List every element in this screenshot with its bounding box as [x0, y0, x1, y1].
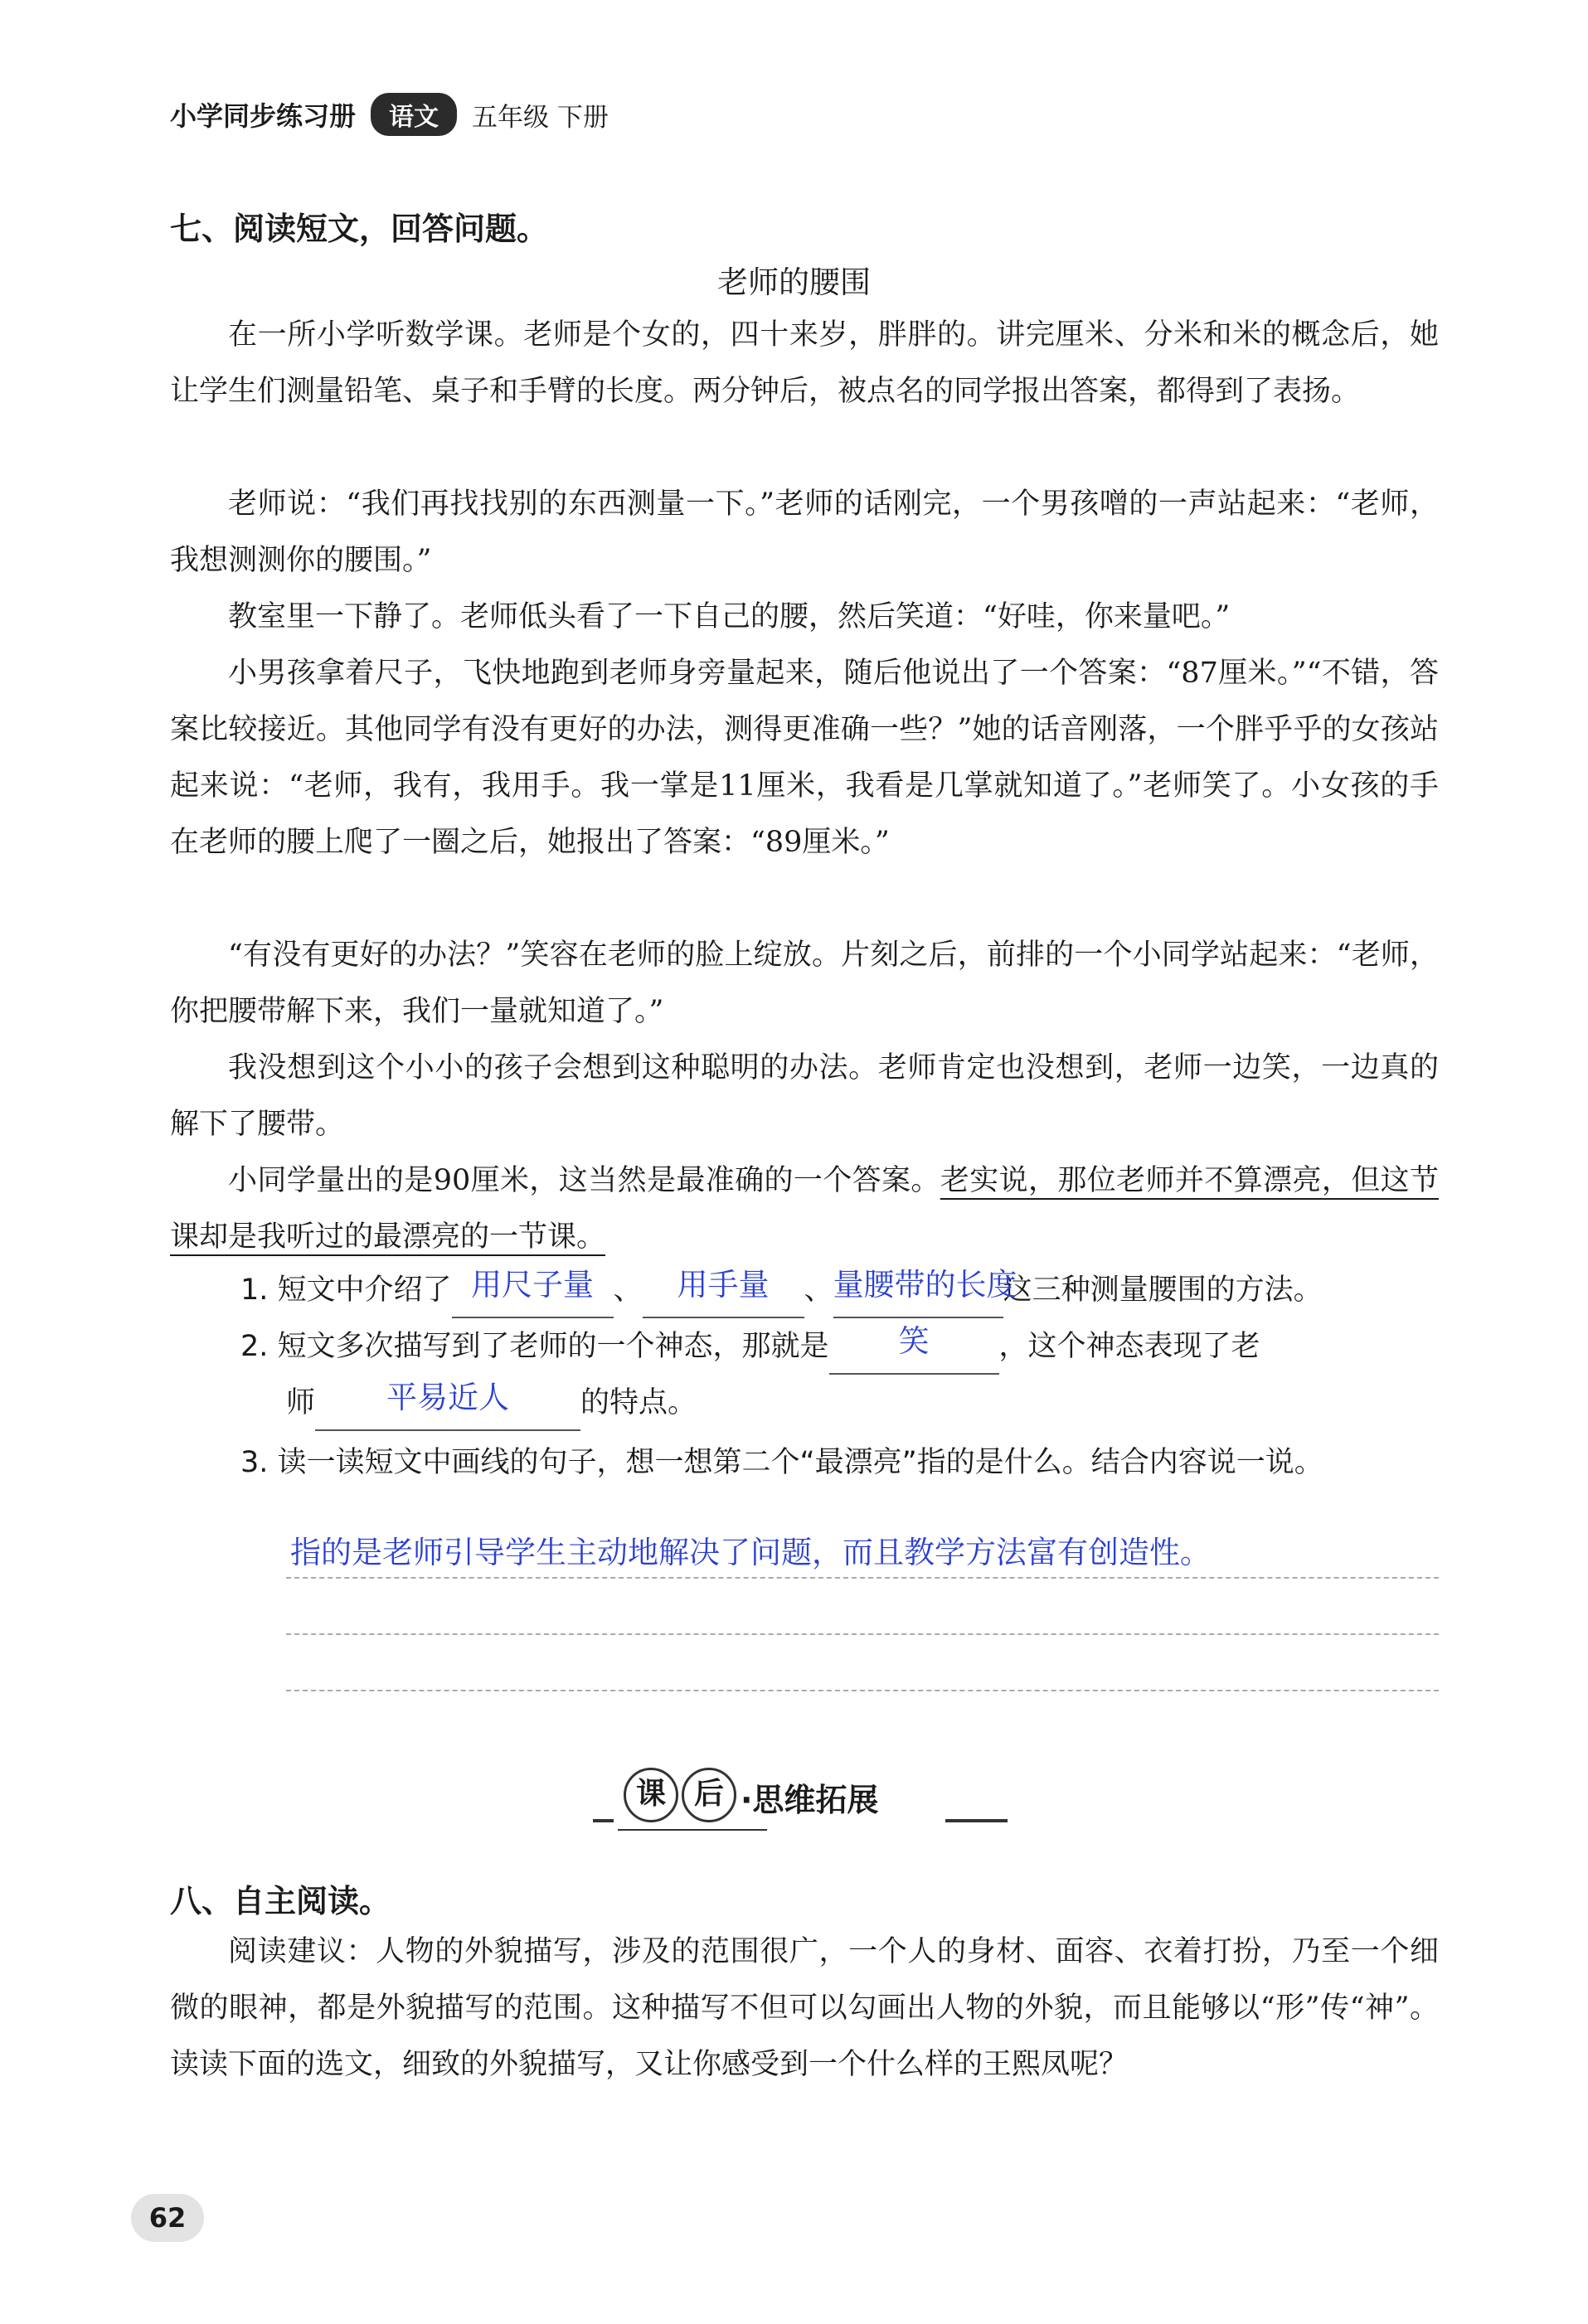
question-1	[240, 1262, 1443, 1318]
q2-suffix: 的特点。	[580, 1386, 697, 1419]
paragraph-7-text: 小同学量出的是90厘米，这当然是最准确的一个答案。	[228, 1164, 940, 1197]
question-3: 3. 读一读短文中画线的句子，想一想第二个“最漂亮”指的是什么。结合内容说一说。	[240, 1446, 1323, 1479]
section-banner	[0, 1756, 1588, 1831]
q1-answer-2: 用手量	[677, 1267, 770, 1303]
question-2-line-2	[286, 1375, 1488, 1431]
q3-answer: 指的是老师引导学生主动地解决了问题，而且教学方法富有创造性。	[290, 1535, 1211, 1570]
paragraph-7	[170, 1152, 1439, 1265]
banner-deco-left	[593, 1819, 614, 1822]
q1-suffix: 这三种测量腰围的方法。	[1003, 1274, 1323, 1307]
q1-answer-1: 用尺子量	[471, 1267, 595, 1303]
answer-line-3[interactable]	[286, 1690, 1439, 1691]
section-8-title: 八、自主阅读。	[170, 1883, 391, 1919]
answer-line-2[interactable]	[286, 1633, 1439, 1635]
page-header	[170, 90, 609, 139]
q1-blank-1[interactable]	[452, 1267, 614, 1318]
q2-answer-2: 平易近人	[386, 1380, 510, 1415]
q2-blank-2[interactable]	[315, 1380, 580, 1431]
banner-char-1: 课	[624, 1768, 678, 1822]
q2-prefix: 2. 短文多次描写到了老师的一个神态，那就是	[240, 1330, 829, 1363]
q1-sep-1: 、	[613, 1274, 643, 1307]
q1-answer-3: 量腰带的长度	[833, 1267, 1017, 1303]
book-series: 小学同步练习册	[170, 100, 357, 132]
banner-title: ·思维拓展	[741, 1782, 879, 1818]
q1-blank-2[interactable]	[643, 1267, 804, 1318]
page-number: 62	[131, 2194, 204, 2242]
q1-sep-2: 、	[804, 1274, 833, 1307]
paragraph-2: 老师说：“我们再找找别的东西测量一下。”老师的话刚完，一个男孩噌的一声站起来：“老师，我想测测你的腰围。”	[170, 488, 1439, 577]
grade-label: 五年级 下册	[472, 102, 609, 133]
paragraph-6: 我没想到这个小小的孩子会想到这种聪明的办法。老师肯定也没想到，老师一边笑，一边真的解下了腰带。	[170, 1051, 1439, 1141]
underlined-sentence: 老实说，那位老师并不算漂亮，但这节课却是我听过的最漂亮的一节课。	[170, 1164, 1439, 1254]
paragraph-4: 小男孩拿着尺子，飞快地跑到老师身旁量起来，随后他说出了一个答案：“87厘米。”“不错，答案比较接近。其他同学有没有更好的办法，测得更准确一些？”她的话音刚落，一个胖乎乎的女孩站起来说：“老师，我有，我用手。我一掌是11厘米，我看是几掌就知道了。”老师笑了。小女孩的手在老师的腰上爬了一圈之后，她报出了答案：“89厘米。”	[170, 657, 1439, 859]
subject-badge: 语文	[371, 93, 457, 136]
section-7-title: 七、阅读短文，回答问题。	[170, 211, 549, 247]
banner-char-2: 后	[682, 1768, 736, 1822]
q2-middle: ，这个神态表现了老	[998, 1330, 1260, 1363]
passage-title: 老师的腰围	[717, 264, 871, 300]
q2-answer-1: 笑	[898, 1323, 930, 1359]
q2-line2-prefix: 师	[286, 1386, 316, 1419]
banner-deco-left-2	[618, 1829, 767, 1831]
reading-suggestion: 阅读建议：人物的外貌描写，涉及的范围很广，一个人的身材、面容、衣着打扮，乃至一个细微的眼神，都是外貌描写的范围。这种描写不但可以勾画出人物的外貌，而且能够以“形”传“神”。读读下面的选文，细致的外貌描写，又让你感受到一个什么样的王熙凤呢？	[170, 1935, 1439, 2081]
banner-deco-right	[945, 1819, 1008, 1822]
answer-line-1[interactable]	[286, 1577, 1439, 1579]
question-2	[240, 1318, 1443, 1375]
paragraph-5: “有没有更好的办法？”笑容在老师的脸上绽放。片刻之后，前排的一个小同学站起来：“老师，你把腰带解下来，我们一量就知道了。”	[170, 939, 1439, 1028]
paragraph-1: 在一所小学听数学课。老师是个女的，四十来岁，胖胖的。讲完厘米、分米和米的概念后，她让学生们测量铅笔、桌子和手臂的长度。两分钟后，被点名的同学报出答案，都得到了表扬。	[170, 318, 1439, 408]
q2-blank-1[interactable]	[829, 1323, 999, 1375]
paragraph-3: 教室里一下静了。老师低头看了一下自己的腰，然后笑道：“好哇，你来量吧。”	[228, 600, 1231, 633]
q1-prefix: 1. 短文中介绍了	[240, 1274, 452, 1307]
